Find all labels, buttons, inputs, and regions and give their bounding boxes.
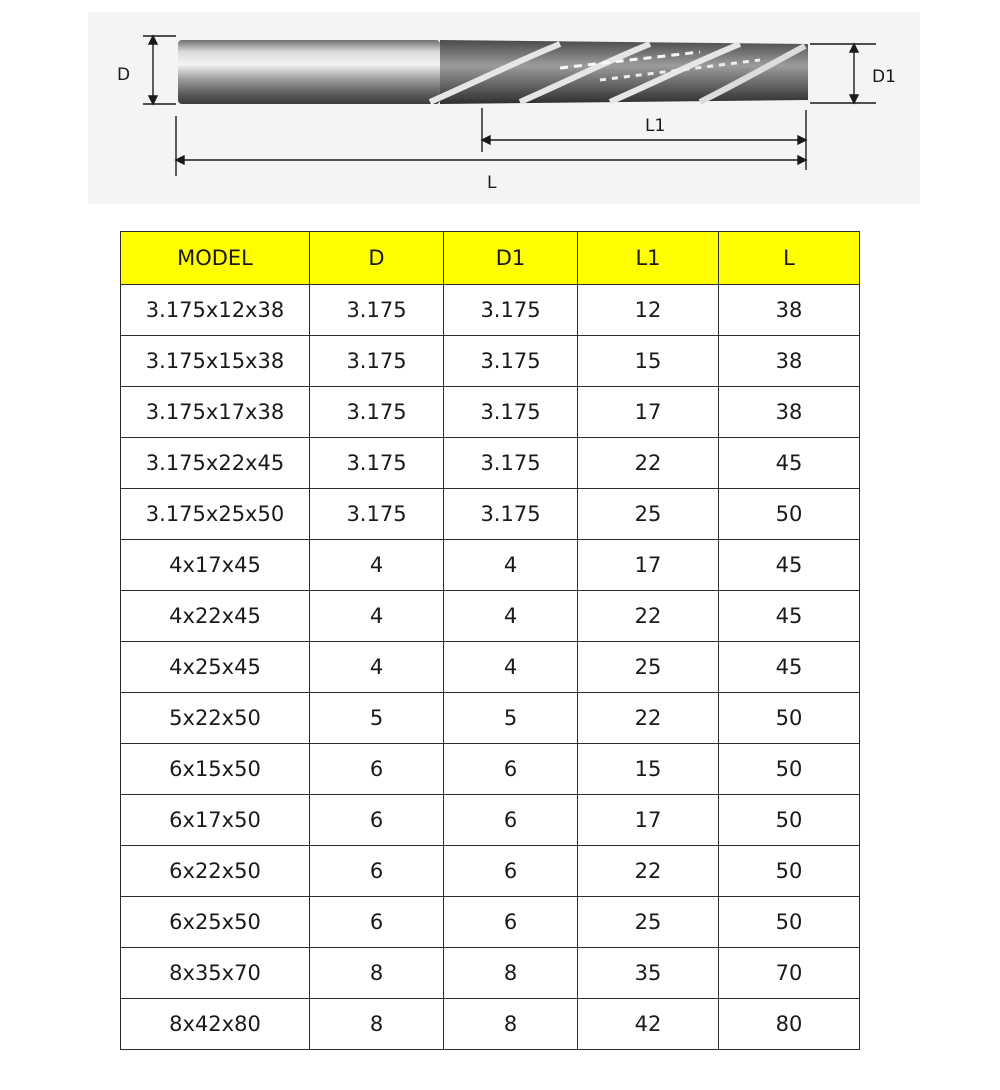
table-row xyxy=(121,387,860,438)
cell-d1: 4 xyxy=(444,591,578,642)
cell-l1: 15 xyxy=(578,336,719,387)
cell-l: 70 xyxy=(719,948,860,999)
cell-l1: 35 xyxy=(578,948,719,999)
cell-model: 4x22x45 xyxy=(121,591,310,642)
table-row xyxy=(121,591,860,642)
cell-d: 6 xyxy=(310,744,444,795)
cell-l1: 22 xyxy=(578,693,719,744)
cell-d: 3.175 xyxy=(310,489,444,540)
header-row xyxy=(121,232,860,285)
col-header-model: MODEL xyxy=(121,232,310,285)
cell-d1: 8 xyxy=(444,999,578,1050)
cell-d: 3.175 xyxy=(310,438,444,489)
table-row xyxy=(121,846,860,897)
cell-d: 3.175 xyxy=(310,285,444,336)
cell-l1: 22 xyxy=(578,846,719,897)
cell-model: 6x15x50 xyxy=(121,744,310,795)
tool-flutes xyxy=(430,40,808,104)
cell-d1: 8 xyxy=(444,948,578,999)
cell-model: 4x25x45 xyxy=(121,642,310,693)
end-mill-diagram xyxy=(0,0,1000,220)
cell-l1: 17 xyxy=(578,540,719,591)
cell-model: 3.175x12x38 xyxy=(121,285,310,336)
label-d1: D1 xyxy=(872,67,896,87)
cell-d1: 3.175 xyxy=(444,387,578,438)
cell-model: 8x35x70 xyxy=(121,948,310,999)
cell-l: 50 xyxy=(719,795,860,846)
label-l: L xyxy=(487,173,497,193)
cell-l1: 17 xyxy=(578,795,719,846)
cell-d: 6 xyxy=(310,795,444,846)
label-d: D xyxy=(117,65,131,85)
cell-d1: 3.175 xyxy=(444,489,578,540)
cell-d1: 4 xyxy=(444,642,578,693)
cell-d1: 4 xyxy=(444,540,578,591)
cell-model: 6x25x50 xyxy=(121,897,310,948)
cell-d1: 3.175 xyxy=(444,285,578,336)
cell-l: 45 xyxy=(719,540,860,591)
cell-l: 45 xyxy=(719,642,860,693)
cell-model: 6x22x50 xyxy=(121,846,310,897)
cell-d: 4 xyxy=(310,642,444,693)
cell-l: 50 xyxy=(719,744,860,795)
cell-d: 4 xyxy=(310,591,444,642)
cell-l: 50 xyxy=(719,897,860,948)
cell-l1: 15 xyxy=(578,744,719,795)
cell-d: 3.175 xyxy=(310,336,444,387)
cell-model: 4x17x45 xyxy=(121,540,310,591)
col-header-l1: L1 xyxy=(578,232,719,285)
cell-d1: 6 xyxy=(444,897,578,948)
cell-l1: 17 xyxy=(578,387,719,438)
cell-l1: 25 xyxy=(578,897,719,948)
cell-l: 45 xyxy=(719,438,860,489)
cell-l1: 12 xyxy=(578,285,719,336)
table-row xyxy=(121,693,860,744)
cell-d: 4 xyxy=(310,540,444,591)
cell-model: 3.175x22x45 xyxy=(121,438,310,489)
cell-d1: 3.175 xyxy=(444,336,578,387)
col-header-d1: D1 xyxy=(444,232,578,285)
cell-l1: 22 xyxy=(578,438,719,489)
table-row xyxy=(121,489,860,540)
cell-l: 50 xyxy=(719,846,860,897)
cell-l1: 22 xyxy=(578,591,719,642)
cell-d: 8 xyxy=(310,999,444,1050)
table-row xyxy=(121,795,860,846)
cell-l1: 25 xyxy=(578,489,719,540)
cell-model: 3.175x17x38 xyxy=(121,387,310,438)
cell-d: 6 xyxy=(310,897,444,948)
table-row xyxy=(121,438,860,489)
cell-l: 80 xyxy=(719,999,860,1050)
cell-l: 38 xyxy=(719,336,860,387)
cell-model: 6x17x50 xyxy=(121,795,310,846)
tool-shank xyxy=(178,40,440,104)
table-row xyxy=(121,744,860,795)
spec-table xyxy=(120,231,860,1050)
cell-d1: 3.175 xyxy=(444,438,578,489)
table-row xyxy=(121,285,860,336)
table-row xyxy=(121,948,860,999)
table-row xyxy=(121,642,860,693)
cell-d: 3.175 xyxy=(310,387,444,438)
cell-l: 38 xyxy=(719,387,860,438)
cell-l1: 42 xyxy=(578,999,719,1050)
cell-d1: 6 xyxy=(444,846,578,897)
cell-l1: 25 xyxy=(578,642,719,693)
cell-l: 50 xyxy=(719,693,860,744)
cell-d1: 6 xyxy=(444,744,578,795)
cell-d: 8 xyxy=(310,948,444,999)
label-l1: L1 xyxy=(645,116,666,136)
table-row xyxy=(121,540,860,591)
cell-d: 6 xyxy=(310,846,444,897)
cell-l: 45 xyxy=(719,591,860,642)
cell-model: 3.175x15x38 xyxy=(121,336,310,387)
cell-d: 5 xyxy=(310,693,444,744)
col-header-l: L xyxy=(719,232,860,285)
cell-model: 3.175x25x50 xyxy=(121,489,310,540)
cell-l: 38 xyxy=(719,285,860,336)
cell-d1: 5 xyxy=(444,693,578,744)
cell-model: 8x42x80 xyxy=(121,999,310,1050)
table-row xyxy=(121,999,860,1050)
table-row xyxy=(121,897,860,948)
table-row xyxy=(121,336,860,387)
cell-model: 5x22x50 xyxy=(121,693,310,744)
col-header-d: D xyxy=(310,232,444,285)
cell-d1: 6 xyxy=(444,795,578,846)
cell-l: 50 xyxy=(719,489,860,540)
